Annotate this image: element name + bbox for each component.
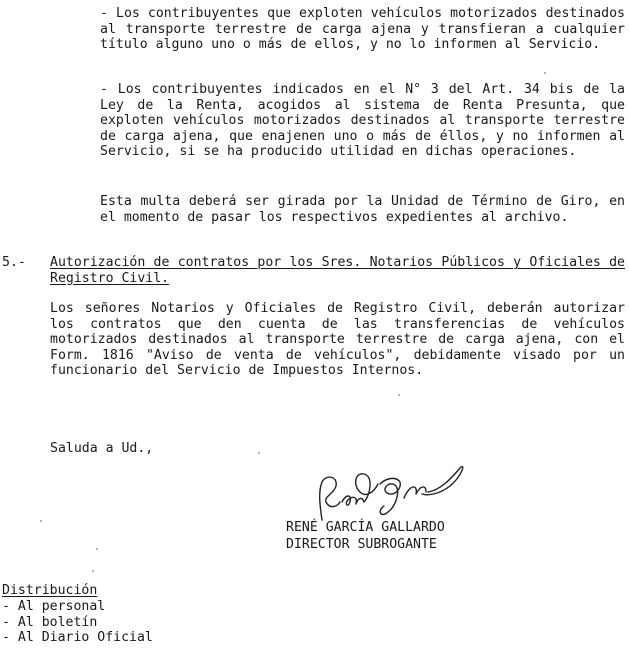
scan-speck <box>544 72 546 74</box>
signatory-name: RENÉ GARCÍA GALLARDO <box>286 520 445 535</box>
handwritten-signature <box>300 462 470 528</box>
paragraph-fine-collection: Esta multa deberá ser girada por la Unidad de Término de Giro, en el momento de pasar los respectivos expedientes al archivo. <box>100 194 625 225</box>
distribution-item: - Al personal <box>2 599 106 614</box>
closing-greeting: Saluda a Ud., <box>50 441 154 456</box>
scan-speck <box>398 394 400 396</box>
signatory-title: DIRECTOR SUBROGANTE <box>286 537 437 552</box>
section-number: 5.- <box>2 255 26 270</box>
distribution-item: - Al boletín <box>2 614 98 630</box>
distribution-heading: Distribución <box>2 583 98 598</box>
scan-speck <box>40 520 42 522</box>
scan-speck <box>258 452 260 454</box>
paragraph-unreported-transfers: - Los contribuyentes que exploten vehículos motorizados destinados al transporte terrestre de carga ajena y transfieran a cualquier título alguno uno o más de ellos, y no lo informen al Servicio. <box>100 6 625 53</box>
section-heading: Autorización de contratos por los Sres. Notarios Públicos y Oficiales de Registro Civil. <box>50 255 625 286</box>
distribution-item: - Al Diario Oficial <box>2 630 153 646</box>
scan-speck <box>96 548 98 550</box>
paragraph-presumed-income-taxpayers: - Los contribuyentes indicados en el N° 3 del Art. 34 bis de la Ley de la Renta, acogidos al sistema de Renta Presunta, que exploten vehículos motorizados destinados al transporte terrestre de carga ajena, que enajenen uno o más de éllos, y no informen al Servicio, si se ha producido utilidad en dichas operaciones. <box>100 82 625 160</box>
paragraph-notary-authorization: Los señores Notarios y Oficiales de Registro Civil, deberán autorizar los contratos que den cuenta de las transferencias de vehículos motorizados destinados al transporte terrestre de carga ajena, con el Form. 1816 "Aviso de venta de vehículos", debidamente visado por un funcionario del Servicio de Impuestos Internos. <box>50 301 625 379</box>
distribution-list <box>2 599 153 646</box>
scan-speck <box>92 570 94 572</box>
